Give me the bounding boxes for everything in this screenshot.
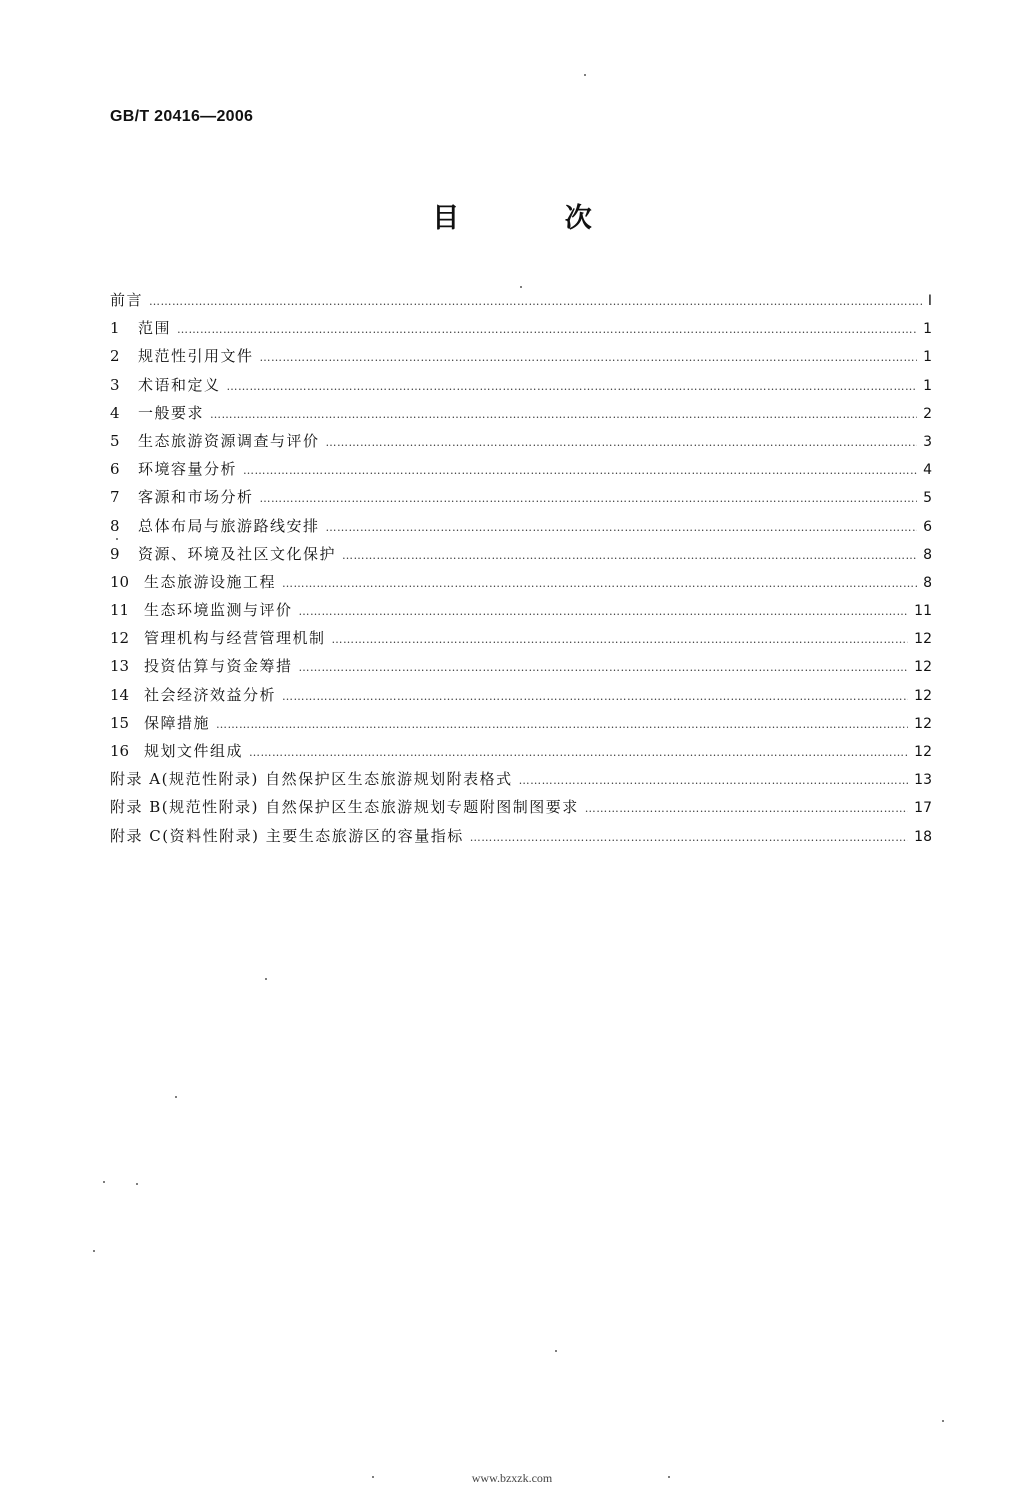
toc-entry-number: 4 bbox=[110, 403, 120, 422]
toc-entry-label: 附录 A(规范性附录) 自然保护区生态旅游规划附表格式 bbox=[110, 770, 513, 789]
toc-entry-number: 12 bbox=[110, 629, 130, 648]
toc-entry bbox=[110, 822, 932, 850]
toc-dot-leader bbox=[216, 711, 908, 739]
toc-dot-leader bbox=[326, 514, 918, 542]
toc-entry-number: 6 bbox=[110, 460, 120, 479]
toc-entry-number: 9 bbox=[110, 544, 120, 563]
toc-entry-label: 规范性引用文件 bbox=[138, 347, 254, 366]
toc-dot-leader bbox=[299, 654, 909, 682]
scan-speck bbox=[116, 538, 118, 540]
toc-entry bbox=[110, 371, 932, 399]
toc-entry-page: 12 bbox=[914, 715, 932, 732]
toc-dot-leader bbox=[282, 683, 908, 711]
toc-dot-leader bbox=[227, 373, 918, 401]
toc-dot-leader bbox=[210, 401, 917, 429]
toc-entry bbox=[110, 512, 932, 540]
toc-entry-page: 2 bbox=[923, 405, 932, 422]
toc-entry-label: 客源和市场分析 bbox=[138, 488, 254, 507]
toc-entry-page: 1 bbox=[923, 377, 932, 394]
toc-entry-page: 12 bbox=[914, 631, 932, 648]
toc-entry bbox=[110, 342, 932, 370]
toc-entry bbox=[110, 455, 932, 483]
toc-entry-page: 3 bbox=[923, 433, 932, 450]
toc-entry-page: 8 bbox=[923, 574, 932, 591]
toc-dot-leader bbox=[519, 767, 909, 795]
toc-entry-page: 8 bbox=[923, 546, 932, 563]
scan-speck bbox=[175, 1096, 177, 1098]
toc-entry-number: 2 bbox=[110, 347, 120, 366]
scan-speck bbox=[93, 1250, 95, 1252]
toc-entry bbox=[110, 540, 932, 568]
toc-dot-leader bbox=[249, 739, 908, 767]
toc-entry-page: 17 bbox=[914, 800, 932, 817]
toc-dot-leader bbox=[243, 457, 917, 485]
scan-speck bbox=[555, 1350, 557, 1352]
toc-entry-page: 1 bbox=[923, 349, 932, 366]
page-title: 目 次 bbox=[432, 203, 640, 234]
scan-speck bbox=[584, 74, 586, 76]
toc-entry-number: 11 bbox=[110, 601, 130, 620]
toc-entry-label: 生态旅游设施工程 bbox=[144, 572, 277, 591]
toc-entry-page: 1 bbox=[923, 321, 932, 338]
toc-entry bbox=[110, 286, 932, 314]
toc-entry-number: 3 bbox=[110, 375, 120, 394]
toc-entry-page: 11 bbox=[914, 603, 932, 620]
toc-entry-number: 7 bbox=[110, 488, 120, 507]
toc-entry bbox=[110, 793, 932, 821]
toc-entry-label: 术语和定义 bbox=[138, 375, 221, 394]
toc-dot-leader bbox=[299, 598, 909, 626]
toc-entry-page: 6 bbox=[923, 518, 932, 535]
toc-entry-page: 4 bbox=[923, 462, 932, 479]
toc-entry-number: 5 bbox=[110, 431, 120, 450]
toc-dot-leader bbox=[470, 824, 908, 852]
scan-speck bbox=[265, 978, 267, 980]
toc-entry-label: 生态旅游资源调查与评价 bbox=[138, 431, 320, 450]
toc-entry-label: 附录 C(资料性附录) 主要生态旅游区的容量指标 bbox=[110, 826, 464, 845]
toc-entry-page: 13 bbox=[914, 772, 932, 789]
scan-speck bbox=[372, 1476, 374, 1478]
toc-entry bbox=[110, 568, 932, 596]
toc-dot-leader bbox=[585, 795, 908, 823]
toc-entry-label: 环境容量分析 bbox=[138, 460, 238, 479]
toc-entry-page: 12 bbox=[914, 659, 932, 676]
toc-entry-page: 5 bbox=[923, 490, 932, 507]
toc-entry-number: 13 bbox=[110, 657, 130, 676]
toc-entry bbox=[110, 427, 932, 455]
toc-entry-page: 12 bbox=[914, 687, 932, 704]
toc-dot-leader bbox=[177, 316, 917, 344]
toc-entry bbox=[110, 624, 932, 652]
toc-entry-label: 总体布局与旅游路线安排 bbox=[138, 516, 320, 535]
toc-entry bbox=[110, 314, 932, 342]
toc-entry bbox=[110, 399, 932, 427]
scan-speck bbox=[136, 1183, 138, 1185]
toc-entry-label: 保障措施 bbox=[144, 713, 211, 732]
toc-entry bbox=[110, 765, 932, 793]
scan-speck bbox=[103, 1181, 105, 1183]
toc-entry-page: I bbox=[927, 293, 932, 309]
toc-dot-leader bbox=[326, 429, 918, 457]
toc-entry bbox=[110, 483, 932, 511]
toc-entry-number: 16 bbox=[110, 742, 130, 760]
toc-entry-label: 投资估算与资金筹措 bbox=[144, 657, 293, 676]
toc-dot-leader bbox=[260, 485, 918, 513]
toc-entry-label: 生态环境监测与评价 bbox=[144, 601, 293, 620]
toc-entry-label: 管理机构与经营管理机制 bbox=[144, 629, 326, 648]
toc-dot-leader bbox=[149, 288, 922, 316]
toc-entry-label: 资源、环境及社区文化保护 bbox=[138, 544, 337, 563]
toc-entry-page: 18 bbox=[914, 828, 932, 845]
scan-speck bbox=[668, 1476, 670, 1478]
toc-entry-label: 规划文件组成 bbox=[144, 742, 244, 760]
scan-speck bbox=[520, 286, 522, 288]
toc-dot-leader bbox=[342, 542, 917, 570]
toc-dot-leader bbox=[260, 344, 918, 372]
toc-entry-number: 15 bbox=[110, 713, 130, 732]
footer-url: www.bzxzk.com bbox=[471, 1471, 553, 1485]
toc-entry-number: 8 bbox=[110, 516, 120, 535]
toc-entry bbox=[110, 737, 932, 765]
toc-dot-leader bbox=[332, 626, 909, 654]
toc-entry-label: 一般要求 bbox=[138, 403, 205, 422]
toc-entry-label: 社会经济效益分析 bbox=[144, 685, 277, 704]
toc-entry-page: 12 bbox=[914, 744, 932, 760]
toc-entry bbox=[110, 709, 932, 737]
toc-entry-number: 10 bbox=[110, 572, 130, 591]
toc-entry bbox=[110, 681, 932, 709]
toc-entry bbox=[110, 652, 932, 680]
toc-entry-number: 1 bbox=[110, 319, 120, 338]
toc-dot-leader bbox=[282, 570, 917, 598]
toc-entry-label: 前言 bbox=[110, 291, 144, 309]
toc-entry-number: 14 bbox=[110, 685, 130, 704]
toc-entry bbox=[110, 596, 932, 624]
scan-speck bbox=[942, 1420, 944, 1422]
table-of-contents bbox=[110, 286, 932, 850]
toc-entry-label: 范围 bbox=[138, 319, 172, 338]
standard-code: GB/T 20416—2006 bbox=[110, 108, 254, 125]
toc-entry-label: 附录 B(规范性附录) 自然保护区生态旅游规划专题附图制图要求 bbox=[110, 798, 579, 817]
